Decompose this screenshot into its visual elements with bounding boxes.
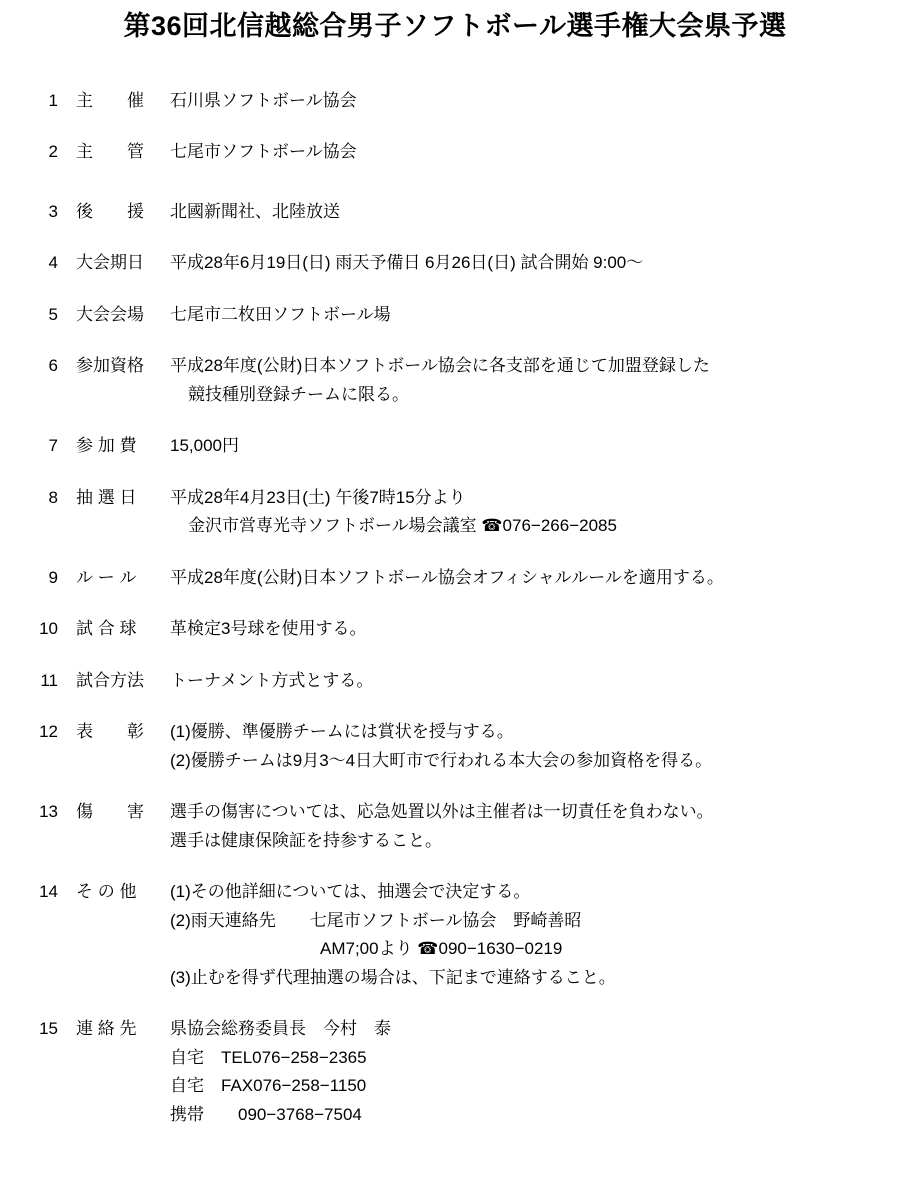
list-item [24,433,910,459]
item-body [170,1016,910,1127]
item-body [170,139,910,165]
item-body [170,485,910,539]
item-line: 平成28年4月23日(土) 午後7時15分より [170,487,466,507]
item-number: 5 [48,304,58,324]
list-item [24,719,910,773]
item-number: 6 [48,356,58,376]
item-number: 7 [48,436,58,456]
list-item [24,799,910,853]
item-body [170,88,910,114]
item-line: 革検定3号球を使用する。 [170,619,367,639]
list-item [24,485,910,539]
items-list [0,88,910,1128]
item-line: トーナメント方式とする。 [170,670,374,690]
item-line: 選手の傷害については、応急処置以外は主催者は一切責任を負わない。 [170,802,714,822]
list-item [24,616,910,642]
item-body [170,616,910,642]
item-number: 11 [40,670,58,690]
item-number: 13 [39,802,58,822]
item-line: 携帯 090−3768−7504 [170,1104,362,1124]
item-body [170,353,910,407]
document-page [0,10,910,1195]
item-line: (3)止むを得ず代理抽選の場合は、下記まで連絡すること。 [170,967,616,987]
item-body [170,302,910,328]
item-line: 15,000円 [170,436,239,456]
item-label: 後 援 [76,201,144,221]
item-number: 1 [48,90,58,110]
item-number: 3 [48,201,58,221]
item-number: 10 [39,619,58,639]
list-item [24,1016,910,1127]
item-body [170,879,910,990]
item-line: 金沢市営専光寺ソフトボール場会議室 ☎076−266−2085 [188,516,617,536]
item-label: 試合方法 [76,670,144,690]
item-line: 選手は健康保険証を持参すること。 [170,830,442,850]
item-label: 参 加 費 [76,436,137,456]
item-label: 連 絡 先 [76,1019,137,1039]
page-title: 第36回北信越総合男子ソフトボール選手権大会県予選 [123,11,787,41]
item-label: 表 彰 [76,722,144,742]
list-item [24,139,910,165]
item-line: 石川県ソフトボール協会 [170,90,357,110]
item-number: 9 [48,567,58,587]
list-item [24,302,910,328]
item-line: AM7;00より ☎090−1630−0219 [320,939,563,959]
item-line: (1)その他詳細については、抽選会で決定する。 [170,882,531,902]
item-body [170,799,910,853]
item-label: 試 合 球 [76,619,137,639]
item-line: 自宅 FAX076−258−1150 [170,1076,367,1096]
item-line: (2)雨天連絡先 七尾市ソフトボール協会 野崎善昭 [170,910,582,930]
item-label: 参加資格 [76,356,144,376]
item-label: ル ー ル [76,567,137,587]
item-label: 抽 選 日 [76,487,137,507]
item-number: 14 [39,882,58,902]
list-item [24,199,910,225]
item-line: 平成28年度(公財)日本ソフトボール協会オフィシャルルールを適用する。 [170,567,724,587]
item-body [170,719,910,773]
item-body [170,565,910,591]
list-item [24,250,910,276]
item-number: 4 [48,253,58,273]
list-item [24,668,910,694]
item-label: 傷 害 [76,802,144,822]
item-label: 大会会場 [76,304,144,324]
list-item [24,565,910,591]
item-line: 県協会総務委員長 今村 泰 [170,1019,391,1039]
item-body [170,250,910,276]
item-line: 自宅 TEL076−258−2365 [170,1047,367,1067]
item-line: 北國新聞社、北陸放送 [170,201,340,221]
item-number: 2 [48,142,58,162]
item-line: 競技種別登録チームに限る。 [188,384,409,404]
list-item [24,353,910,407]
item-line: (1)優勝、準優勝チームには賞状を授与する。 [170,722,514,742]
list-item [24,88,910,114]
item-line: (2)優勝チームは9月3〜4日大町市で行われる本大会の参加資格を得る。 [170,750,713,770]
item-body [170,668,910,694]
item-line: 七尾市二枚田ソフトボール場 [170,304,391,324]
item-number: 12 [39,722,58,742]
item-number: 8 [48,487,58,507]
item-number: 15 [39,1019,58,1039]
item-label: 主 催 [76,90,144,110]
item-line: 平成28年度(公財)日本ソフトボール協会に各支部を通じて加盟登録した [170,356,710,376]
item-line: 七尾市ソフトボール協会 [170,142,357,162]
item-line: 平成28年6月19日(日) 雨天予備日 6月26日(日) 試合開始 9:00〜 [170,253,644,273]
item-label: 主 管 [76,142,144,162]
item-label: そ の 他 [76,882,137,902]
item-body [170,199,910,225]
item-body [170,433,910,459]
item-label: 大会期日 [76,253,144,273]
list-item [24,879,910,990]
